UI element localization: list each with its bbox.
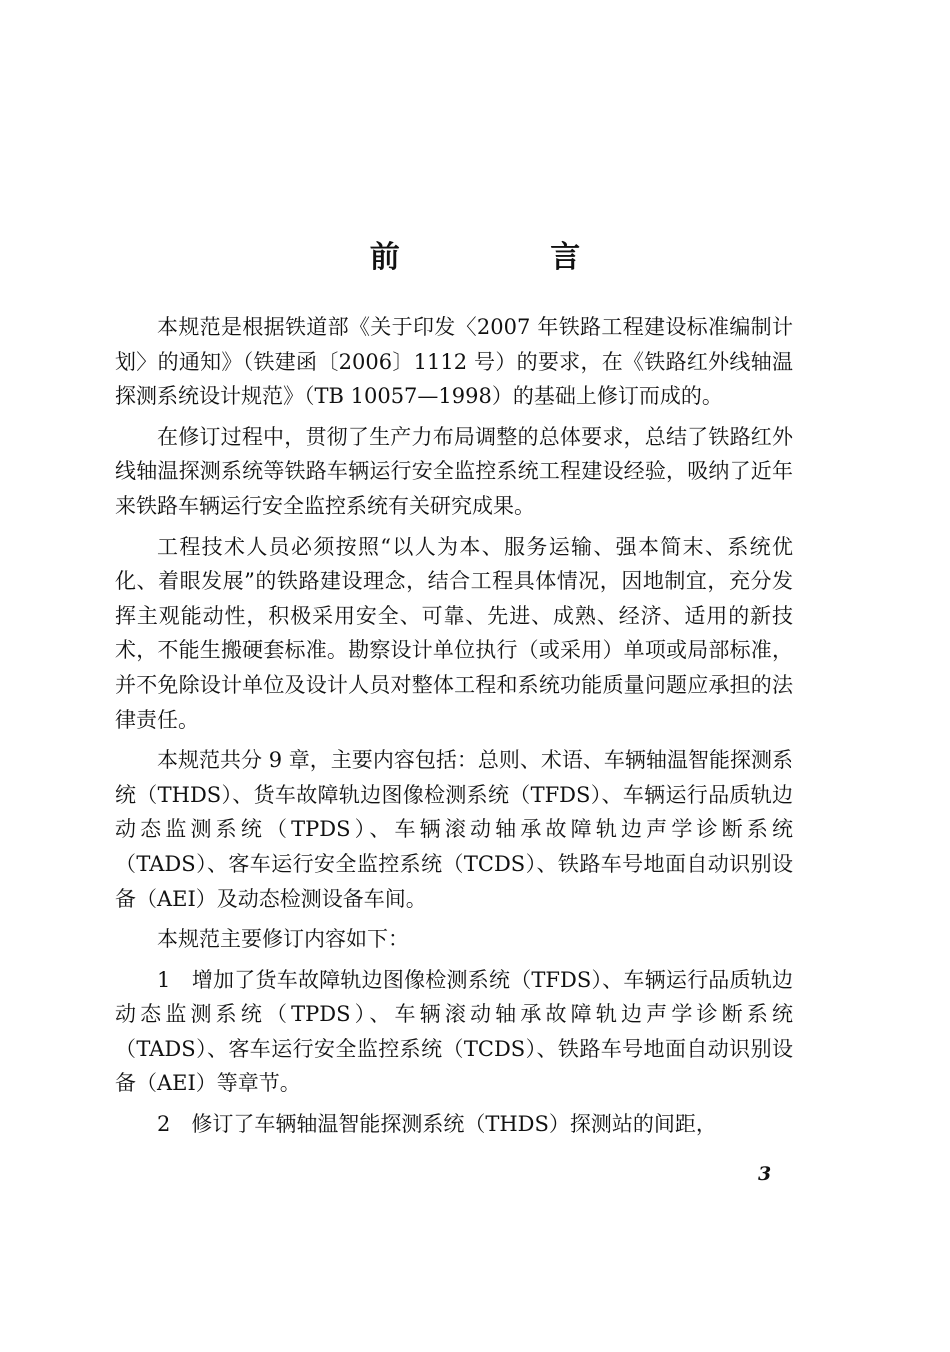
paragraph-revision-2: 2 修订了车辆轴温智能探测系统（THDS）探测站的间距，	[157, 1112, 717, 1137]
paragraph-basis: 本规范是根据铁道部《关于印发〈2007 年铁路工程建设标准编制计划〉的通知》（铁建函〔2006〕1112 号）的要求，在《铁路红外线轴温探测系统设计规范》（TB 10057—1998）的基础上修订而成的。	[115, 315, 793, 409]
paragraph-main-revisions: 本规范主要修订内容如下：	[157, 927, 409, 952]
paragraph-chapters: 本规范共分 9 章，主要内容包括：总则、术语、车辆轴温智能探测系统（THDS）、货车故障轨边图像检测系统（TFDS）、车辆运行品质轨边动态监测系统（TPDS）、车辆滚动轴承故障轨边声学诊断系统（TADS）、客车运行安全监控系统（TCDS）、铁路车号地面自动识别设备（AEI）及动态检测设备车间。	[115, 748, 793, 911]
paragraph-revision-1: 1 增加了货车故障轨边图像检测系统（TFDS）、车辆运行品质轨边动态监测系统（TPDS）、车辆滚动轴承故障轨边声学诊断系统（TADS）、客车运行安全监控系统（TCDS）、铁路车号地面自动识别设备（AEI）等章节。	[115, 967, 793, 1096]
paragraph-engineering-principles: 工程技术人员必须按照“以人为本、服务运输、强本简末、系统优化、着眼发展”的铁路建设理念，结合工程具体情况，因地制宜，充分发挥主观能动性，积极采用安全、可靠、先进、成熟、经济、适用的新技术，不能生搬硬套标准。勘察设计单位执行（或采用）单项或局部标准，并不免除设计单位及设计人员对整体工程和系统功能质量问题应承担的法律责任。	[115, 534, 793, 732]
page-number: 3	[758, 1163, 772, 1185]
paragraph-revision-process: 在修订过程中，贯彻了生产力布局调整的总体要求，总结了铁路红外线轴温探测系统等铁路车辆运行安全监控系统工程建设经验，吸纳了近年来铁路车辆运行安全监控系统有关研究成果。	[115, 424, 793, 518]
page-title: 前 言	[369, 240, 651, 275]
body-text	[115, 310, 793, 1148]
